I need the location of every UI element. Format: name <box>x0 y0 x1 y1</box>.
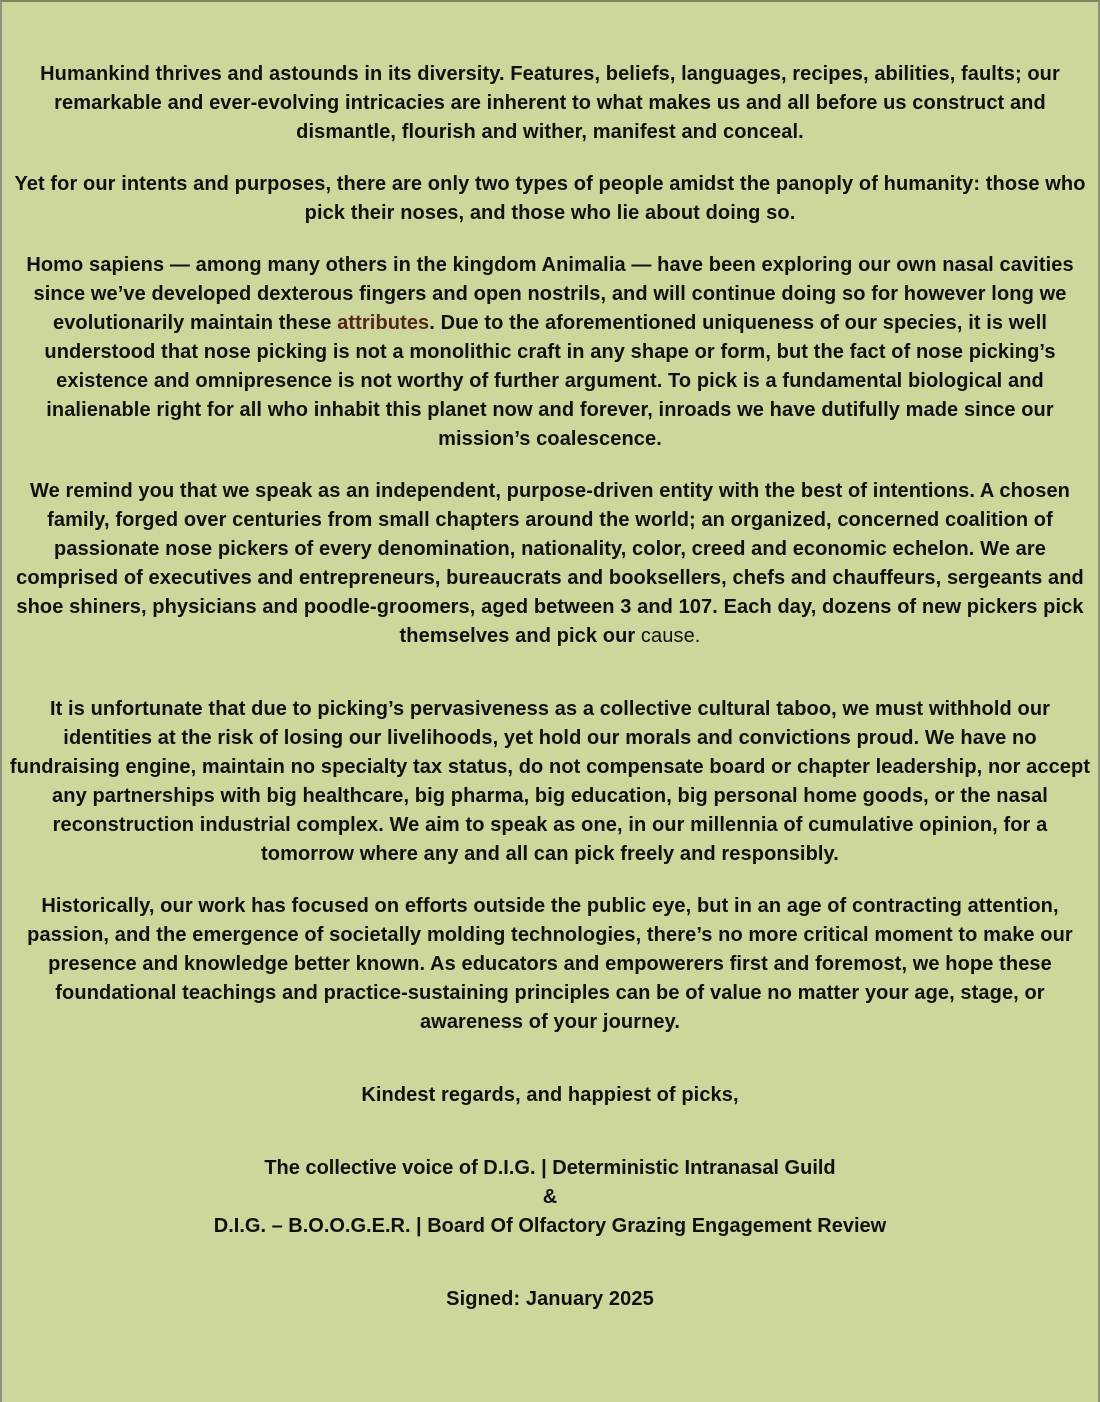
paragraph-diversity: Humankind thrives and astounds in its diversity. Features, beliefs, languages, recipes, abilities, faults; our remarkable and ever-evolving intricacies are inherent to what makes us and all before us construct and dismantle, flourish and wither, manifest and conceal. <box>40 63 1060 143</box>
paragraph-anonymity: It is unfortunate that due to picking’s pervasiveness as a collective cultural taboo, we must withhold our identities at the risk of losing our livelihoods, yet hold our morals and convictions proud. We have no fundraising engine, maintain no specialty tax status, do not compensate board or chapter leadership, nor accept any partnerships with big healthcare, big pharma, big education, big personal home goods, or the nasal reconstruction industrial complex. We aim to speak as one, in our millennia of cumulative opinion, for a tomorrow where any and all can pick freely and responsibly. <box>9 698 1091 865</box>
signature-ampersand: & <box>542 1186 558 1208</box>
attributes-link[interactable]: attributes <box>337 312 430 334</box>
signed-date: Signed: January 2025 <box>446 1288 654 1310</box>
signature-block <box>7 1154 1093 1241</box>
paragraph-homo-sapiens-after-link: . Due to the aforementioned uniqueness of our species, it is well understood that nose picking is not a monolithic craft in any shape or form, but the fact of nose picking’s existence and omnipresence is not worthy of further argument. To pick is a fundamental biological and inalienable right for all who inhabit this planet now and forever, inroads we have dutifully made since our mission’s coalescence. <box>44 312 1056 450</box>
paragraph-who-we-are-main: We remind you that we speak as an independent, purpose-driven entity with the best of intentions. A chosen family, forged over centuries from small chapters around the world; an organized, concerned coalition of passionate nose pickers of every denomination, nationality, color, creed and economic echelon. We are comprised of executives and entrepreneurs, bureaucrats and booksellers, chefs and chauffeurs, sergeants and shoe shiners, physicians and poodle-groomers, aged between 3 and 107. Each day, dozens of new pickers pick themselves and pick our <box>16 480 1084 647</box>
closing-salutation: Kindest regards, and happiest of picks, <box>361 1084 739 1106</box>
letter-page <box>2 2 1098 1402</box>
paragraph-historically: Historically, our work has focused on efforts outside the public eye, but in an age of contracting attention, passion, and the emergence of societally molding technologies, there’s no more critical moment to make our presence and knowledge better known. As educators and empowerers first and foremost, we hope these foundational teachings and practice-sustaining principles can be of value no matter your age, stage, or awareness of your journey. <box>27 895 1073 1033</box>
paragraph-homo-sapiens-before-link: Homo sapiens — among many others in the kingdom Animalia — have been exploring our own nasal cavities since we’ve developed dexterous fingers and open nostrils, and will continue doing so for however long we evolutionarily maintain these <box>26 254 1074 334</box>
paragraph-homo-sapiens <box>7 251 1093 454</box>
paragraph-who-we-are-tail: cause. <box>640 625 701 647</box>
signature-booger-line: D.I.G. – B.O.O.G.E.R. | Board Of Olfactory Grazing Engagement Review <box>213 1215 887 1237</box>
paragraph-who-we-are <box>7 477 1093 651</box>
signature-guild-line: The collective voice of D.I.G. | Deterministic Intranasal Guild <box>264 1157 836 1179</box>
paragraph-two-types: Yet for our intents and purposes, there are only two types of people amidst the panoply of humanity: those who pick their noses, and those who lie about doing so. <box>14 173 1086 224</box>
